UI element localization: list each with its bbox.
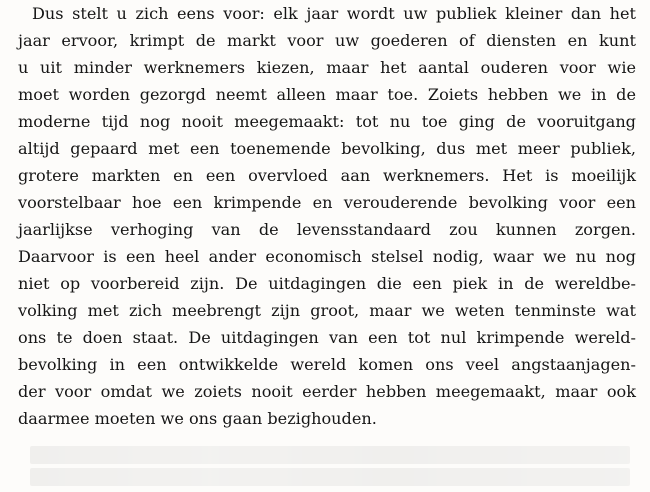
text-line: Daarvoor is een heel ander economisch stelsel nodig, waar we nu nog	[18, 247, 636, 266]
text-line: moderne tijd nog nooit meegemaakt: tot nu toe ging de vooruitgang	[18, 112, 636, 131]
bleed-line	[30, 468, 630, 486]
bleed-line	[30, 446, 630, 464]
text-line: u uit minder werknemers kiezen, maar het aantal ouderen voor wie	[18, 58, 636, 77]
body-paragraph	[18, 0, 636, 432]
text-line: Dus stelt u zich eens voor: elk jaar wordt uw publiek kleiner dan het	[32, 4, 636, 23]
text-line: grotere markten en een overvloed aan werknemers. Het is moeilijk	[18, 166, 636, 185]
text-line: voorstelbaar hoe een krimpende en verouderende bevolking voor een	[18, 193, 636, 212]
text-line: altijd gepaard met een toenemende bevolking, dus met meer publiek,	[18, 139, 636, 158]
text-line: jaar ervoor, krimpt de markt voor uw goederen of diensten en kunt	[18, 31, 636, 50]
text-line: daarmee moeten we ons gaan bezighouden.	[18, 409, 377, 428]
text-line: niet op voorbereid zijn. De uitdagingen die een piek in de wereldbe-	[18, 274, 636, 293]
text-line: moet worden gezorgd neemt alleen maar toe. Zoiets hebben we in de	[18, 85, 636, 104]
text-line: bevolking in een ontwikkelde wereld komen ons veel angstaanjagen-	[18, 355, 636, 374]
reverse-side-bleed-through	[30, 446, 630, 486]
text-line: volking met zich meebrengt zijn groot, maar we weten tenminste wat	[18, 301, 636, 320]
text-line: ons te doen staat. De uitdagingen van een tot nul krimpende wereld-	[18, 328, 636, 347]
text-line: jaarlijkse verhoging van de levensstandaard zou kunnen zorgen.	[18, 220, 636, 239]
text-line: der voor omdat we zoiets nooit eerder hebben meegemaakt, maar ook	[18, 382, 636, 401]
